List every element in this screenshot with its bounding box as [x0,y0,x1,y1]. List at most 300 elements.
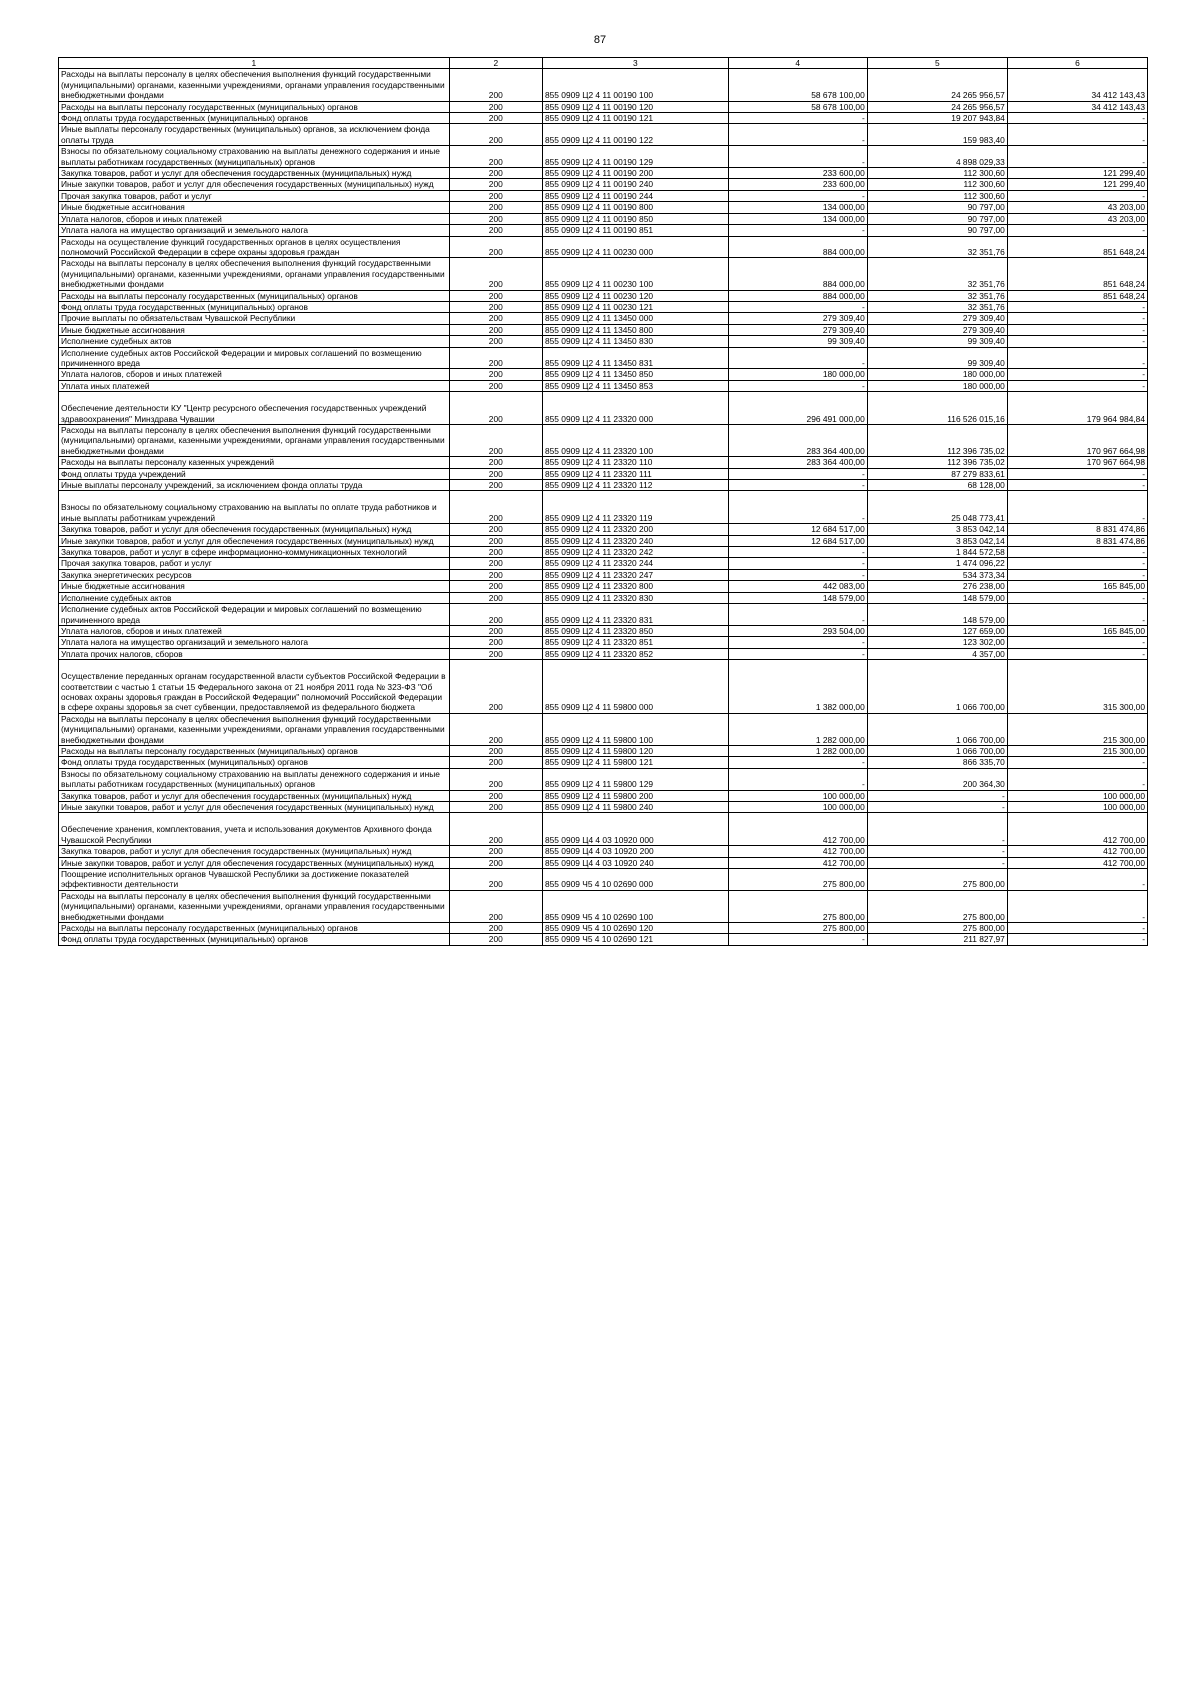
budget-classification-code: 855 0909 Ц2 4 11 59800 121 [542,757,728,768]
budget-execution-table [58,57,1148,946]
executed-amount: 112 396 735,02 [867,425,1007,457]
budget-classification-code: 855 0909 Ц2 4 11 23320 851 [542,637,728,648]
line-code: 200 [449,380,542,391]
table-row [59,301,1148,312]
executed-amount: 24 265 956,57 [867,101,1007,112]
row-name: Уплата прочих налогов, сборов [59,648,450,659]
table-row [59,491,1148,524]
executed-amount: 279 309,40 [867,313,1007,324]
executed-amount: 116 526 015,16 [867,392,1007,425]
executed-amount: 87 279 833,61 [867,468,1007,479]
unexecuted-amount: 121 299,40 [1007,168,1147,179]
executed-amount: - [867,813,1007,846]
unexecuted-amount: 100 000,00 [1007,802,1147,813]
unexecuted-amount: 179 964 984,84 [1007,392,1147,425]
unexecuted-amount: - [1007,380,1147,391]
unexecuted-amount: 34 412 143,43 [1007,101,1147,112]
unexecuted-amount: - [1007,592,1147,603]
approved-amount: 412 700,00 [728,813,867,846]
approved-amount: - [728,468,867,479]
line-code: 200 [449,369,542,380]
unexecuted-amount: - [1007,558,1147,569]
budget-classification-code: 855 0909 Ц4 4 03 10920 240 [542,857,728,868]
line-code: 200 [449,813,542,846]
budget-classification-code: 855 0909 Ц4 4 03 10920 000 [542,813,728,846]
unexecuted-amount: - [1007,648,1147,659]
approved-amount: - [728,768,867,790]
table-row [59,146,1148,168]
unexecuted-amount: - [1007,146,1147,168]
approved-amount: 58 678 100,00 [728,69,867,101]
line-code: 200 [449,869,542,891]
table-row [59,236,1148,258]
executed-amount: 24 265 956,57 [867,69,1007,101]
approved-amount: 442 083,00 [728,581,867,592]
executed-amount: 19 207 943,84 [867,113,1007,124]
unexecuted-amount: 100 000,00 [1007,790,1147,801]
table-row [59,923,1148,934]
line-code: 200 [449,290,542,301]
executed-amount: 180 000,00 [867,369,1007,380]
row-name: Исполнение судебных актов Российской Федерации и мировых соглашений по возмещению причиненного вреда [59,604,450,626]
budget-classification-code: 855 0909 Ц2 4 11 23320 200 [542,524,728,535]
approved-amount: 283 364 400,00 [728,457,867,468]
line-code: 200 [449,757,542,768]
row-name: Прочие выплаты по обязательствам Чувашской Республики [59,313,450,324]
executed-amount: 90 797,00 [867,202,1007,213]
executed-amount: 3 853 042,14 [867,524,1007,535]
table-row [59,113,1148,124]
unexecuted-amount: 315 300,00 [1007,660,1147,714]
approved-amount: - [728,190,867,201]
line-code: 200 [449,347,542,369]
executed-amount: 180 000,00 [867,380,1007,391]
table-row [59,124,1148,146]
unexecuted-amount: 34 412 143,43 [1007,69,1147,101]
line-code: 200 [449,480,542,491]
row-name: Иные бюджетные ассигнования [59,581,450,592]
row-name: Фонд оплаты труда учреждений [59,468,450,479]
row-name: Расходы на выплаты персоналу государственных (муниципальных) органов [59,745,450,756]
row-name: Закупка товаров, работ и услуг для обеспечения государственных (муниципальных) нужд [59,846,450,857]
row-name: Закупка энергетических ресурсов [59,569,450,580]
budget-classification-code: 855 0909 Ц2 4 11 23320 110 [542,457,728,468]
budget-classification-code: 855 0909 Ц2 4 11 23320 800 [542,581,728,592]
row-name: Иные выплаты персоналу государственных (муниципальных) органов, за исключением фонда оплаты труда [59,124,450,146]
line-code: 200 [449,313,542,324]
row-name: Уплата налога на имущество организаций и земельного налога [59,637,450,648]
table-row [59,637,1148,648]
unexecuted-amount: 215 300,00 [1007,745,1147,756]
approved-amount: 134 000,00 [728,213,867,224]
budget-classification-code: 855 0909 Ц2 4 11 00190 120 [542,101,728,112]
line-code: 200 [449,101,542,112]
table-row [59,179,1148,190]
table-row [59,524,1148,535]
line-code: 200 [449,660,542,714]
table-row [59,713,1148,745]
approved-amount: - [728,569,867,580]
approved-amount: 275 800,00 [728,923,867,934]
table-row [59,69,1148,101]
line-code: 200 [449,258,542,290]
line-code: 200 [449,637,542,648]
unexecuted-amount: - [1007,757,1147,768]
approved-amount: 12 684 517,00 [728,524,867,535]
table-row [59,535,1148,546]
unexecuted-amount: 121 299,40 [1007,179,1147,190]
unexecuted-amount: - [1007,468,1147,479]
row-name: Иные закупки товаров, работ и услуг для обеспечения государственных (муниципальных) нужд [59,857,450,868]
approved-amount: 1 382 000,00 [728,660,867,714]
unexecuted-amount: 851 648,24 [1007,236,1147,258]
line-code: 200 [449,392,542,425]
line-code: 200 [449,202,542,213]
approved-amount: 296 491 000,00 [728,392,867,425]
executed-amount: 275 800,00 [867,923,1007,934]
unexecuted-amount: - [1007,637,1147,648]
approved-amount: 58 678 100,00 [728,101,867,112]
line-code: 200 [449,468,542,479]
line-code: 200 [449,857,542,868]
budget-classification-code: 855 0909 Ц2 4 11 00190 240 [542,179,728,190]
unexecuted-amount: - [1007,301,1147,312]
row-name: Расходы на осуществление функций государственных органов в целях осуществления полномочий Российской Федерации в сфере охраны здоровья граждан [59,236,450,258]
executed-amount: 1 474 096,22 [867,558,1007,569]
line-code: 200 [449,923,542,934]
table-row [59,857,1148,868]
budget-classification-code: 855 0909 Ц2 4 11 59800 000 [542,660,728,714]
approved-amount: - [728,491,867,524]
line-code: 200 [449,425,542,457]
row-name: Взносы по обязательному социальному страхованию на выплаты денежного содержания и иные выплаты работникам государственных (муниципальных) органов [59,768,450,790]
executed-amount: 99 309,40 [867,336,1007,347]
budget-classification-code: 855 0909 Ц2 4 11 00230 121 [542,301,728,312]
approved-amount: - [728,113,867,124]
line-code: 200 [449,524,542,535]
budget-classification-code: 855 0909 Ц2 4 11 00230 000 [542,236,728,258]
executed-amount: 1 066 700,00 [867,660,1007,714]
budget-classification-code: 855 0909 Ч5 4 10 02690 121 [542,934,728,945]
unexecuted-amount: 412 700,00 [1007,813,1147,846]
executed-amount: - [867,802,1007,813]
column-number-row [59,58,1148,69]
row-name: Закупка товаров, работ и услуг в сфере информационно-коммуникационных технологий [59,547,450,558]
row-name: Прочая закупка товаров, работ и услуг [59,558,450,569]
executed-amount: 275 800,00 [867,869,1007,891]
table-row [59,768,1148,790]
row-name: Расходы на выплаты персоналу государственных (муниципальных) органов [59,290,450,301]
unexecuted-amount: - [1007,313,1147,324]
line-code: 200 [449,213,542,224]
table-row [59,202,1148,213]
line-code: 200 [449,225,542,236]
budget-classification-code: 855 0909 Ц2 4 11 23320 000 [542,392,728,425]
row-name: Расходы на выплаты персоналу в целях обеспечения выполнения функций государственными (муниципальными) органами, казенными учреждениями, органами управления государственными внебюджетными фондами [59,258,450,290]
line-code: 200 [449,535,542,546]
approved-amount: 275 800,00 [728,890,867,922]
unexecuted-amount: - [1007,369,1147,380]
approved-amount: 1 282 000,00 [728,745,867,756]
line-code: 200 [449,324,542,335]
row-name: Взносы по обязательному социальному страхованию на выплаты денежного содержания и иные выплаты работникам государственных (муниципальных) органов [59,146,450,168]
table-row [59,790,1148,801]
column-header-4: 4 [728,58,867,69]
unexecuted-amount: 412 700,00 [1007,846,1147,857]
approved-amount: 275 800,00 [728,869,867,891]
executed-amount: 4 898 029,33 [867,146,1007,168]
executed-amount: 159 983,40 [867,124,1007,146]
budget-classification-code: 855 0909 Ц2 4 11 00190 850 [542,213,728,224]
approved-amount: - [728,934,867,945]
approved-amount: 99 309,40 [728,336,867,347]
line-code: 200 [449,491,542,524]
executed-amount: 148 579,00 [867,592,1007,603]
row-name: Осуществление переданных органам государственной власти субъектов Российской Федерации в соответствии с частью 1 статьи 15 Федерального закона от 21 ноября 2011 года № 323-ФЗ "Об основах охраны здоровья граждан в Российской Федерации" полномочий Российской Федерации в сфере охраны здоровья за счет субвенции, предоставляемой из федерального бюджета [59,660,450,714]
budget-classification-code: 855 0909 Ц2 4 11 23320 242 [542,547,728,558]
table-row [59,581,1148,592]
executed-amount: 25 048 773,41 [867,491,1007,524]
line-code: 200 [449,713,542,745]
executed-amount: 866 335,70 [867,757,1007,768]
unexecuted-amount: - [1007,768,1147,790]
row-name: Иные выплаты персоналу учреждений, за исключением фонда оплаты труда [59,480,450,491]
budget-classification-code: 855 0909 Ц2 4 11 00190 851 [542,225,728,236]
row-name: Исполнение судебных актов Российской Федерации и мировых соглашений по возмещению причиненного вреда [59,347,450,369]
budget-classification-code: 855 0909 Ц2 4 11 23320 850 [542,625,728,636]
table-row [59,757,1148,768]
budget-classification-code: 855 0909 Ц2 4 11 13450 853 [542,380,728,391]
budget-classification-code: 855 0909 Ц2 4 11 13450 850 [542,369,728,380]
executed-amount: 3 853 042,14 [867,535,1007,546]
approved-amount: - [728,637,867,648]
row-name: Фонд оплаты труда государственных (муниципальных) органов [59,113,450,124]
table-row [59,660,1148,714]
approved-amount: - [728,604,867,626]
line-code: 200 [449,604,542,626]
table-body [59,69,1148,945]
table-row [59,324,1148,335]
row-name: Фонд оплаты труда государственных (муниципальных) органов [59,301,450,312]
line-code: 200 [449,592,542,603]
line-code: 200 [449,336,542,347]
executed-amount: 1 066 700,00 [867,745,1007,756]
executed-amount: 127 659,00 [867,625,1007,636]
executed-amount: - [867,857,1007,868]
unexecuted-amount: - [1007,890,1147,922]
executed-amount: 211 827,97 [867,934,1007,945]
line-code: 200 [449,301,542,312]
budget-classification-code: 855 0909 Ц2 4 11 00190 800 [542,202,728,213]
approved-amount: 279 309,40 [728,313,867,324]
budget-classification-code: 855 0909 Ц2 4 11 23320 100 [542,425,728,457]
budget-classification-code: 855 0909 Ц2 4 11 00190 244 [542,190,728,201]
table-row [59,480,1148,491]
budget-classification-code: 855 0909 Ц2 4 11 59800 100 [542,713,728,745]
budget-classification-code: 855 0909 Ц2 4 11 23320 247 [542,569,728,580]
table-row [59,625,1148,636]
executed-amount: 112 300,60 [867,168,1007,179]
row-name: Уплата налогов, сборов и иных платежей [59,625,450,636]
column-header-6: 6 [1007,58,1147,69]
line-code: 200 [449,146,542,168]
table-row [59,802,1148,813]
approved-amount: 233 600,00 [728,168,867,179]
table-row [59,347,1148,369]
row-name: Исполнение судебных актов [59,336,450,347]
executed-amount: 112 396 735,02 [867,457,1007,468]
row-name: Закупка товаров, работ и услуг для обеспечения государственных (муниципальных) нужд [59,524,450,535]
budget-classification-code: 855 0909 Ц2 4 11 13450 800 [542,324,728,335]
column-header-2: 2 [449,58,542,69]
budget-classification-code: 855 0909 Ц2 4 11 59800 200 [542,790,728,801]
unexecuted-amount: 165 845,00 [1007,625,1147,636]
table-row [59,745,1148,756]
approved-amount: 412 700,00 [728,846,867,857]
line-code: 200 [449,179,542,190]
table-row [59,648,1148,659]
table-row [59,425,1148,457]
line-code: 200 [449,457,542,468]
row-name: Исполнение судебных актов [59,592,450,603]
table-row [59,890,1148,922]
executed-amount: 148 579,00 [867,604,1007,626]
line-code: 200 [449,124,542,146]
row-name: Уплата налогов, сборов и иных платежей [59,369,450,380]
approved-amount: - [728,347,867,369]
approved-amount: - [728,558,867,569]
approved-amount: 884 000,00 [728,258,867,290]
line-code: 200 [449,745,542,756]
unexecuted-amount: - [1007,491,1147,524]
table-row [59,336,1148,347]
table-row [59,369,1148,380]
line-code: 200 [449,846,542,857]
approved-amount: 279 309,40 [728,324,867,335]
budget-classification-code: 855 0909 Ч5 4 10 02690 120 [542,923,728,934]
budget-classification-code: 855 0909 Ц2 4 11 23320 830 [542,592,728,603]
approved-amount: 134 000,00 [728,202,867,213]
table-row [59,225,1148,236]
unexecuted-amount: - [1007,934,1147,945]
approved-amount: 148 579,00 [728,592,867,603]
unexecuted-amount: 412 700,00 [1007,857,1147,868]
budget-classification-code: 855 0909 Ц2 4 11 59800 120 [542,745,728,756]
budget-classification-code: 855 0909 Ц2 4 11 13450 830 [542,336,728,347]
line-code: 200 [449,547,542,558]
row-name: Фонд оплаты труда государственных (муниципальных) органов [59,934,450,945]
unexecuted-amount: - [1007,113,1147,124]
row-name: Уплата налогов, сборов и иных платежей [59,213,450,224]
executed-amount: 90 797,00 [867,213,1007,224]
row-name: Обеспечение хранения, комплектования, учета и использования документов Архивного фонда Чувашской Республики [59,813,450,846]
line-code: 200 [449,558,542,569]
executed-amount: 279 309,40 [867,324,1007,335]
table-row [59,604,1148,626]
unexecuted-amount: 165 845,00 [1007,581,1147,592]
executed-amount: 534 373,34 [867,569,1007,580]
approved-amount: 100 000,00 [728,802,867,813]
budget-classification-code: 855 0909 Ц2 4 11 00230 100 [542,258,728,290]
budget-classification-code: 855 0909 Ц2 4 11 23320 240 [542,535,728,546]
budget-classification-code: 855 0909 Ц2 4 11 59800 129 [542,768,728,790]
executed-amount: - [867,846,1007,857]
approved-amount: - [728,146,867,168]
line-code: 200 [449,69,542,101]
table-row [59,846,1148,857]
budget-classification-code: 855 0909 Ц2 4 11 23320 112 [542,480,728,491]
budget-classification-code: 855 0909 Ц2 4 11 00230 120 [542,290,728,301]
row-name: Расходы на выплаты персоналу в целях обеспечения выполнения функций государственными (муниципальными) органами, казенными учреждениями, органами управления государственными внебюджетными фондами [59,890,450,922]
approved-amount: - [728,225,867,236]
budget-classification-code: 855 0909 Ч5 4 10 02690 000 [542,869,728,891]
approved-amount: - [728,124,867,146]
executed-amount: 275 800,00 [867,890,1007,922]
executed-amount: 32 351,76 [867,290,1007,301]
line-code: 200 [449,581,542,592]
unexecuted-amount: - [1007,923,1147,934]
line-code: 200 [449,890,542,922]
unexecuted-amount: 851 648,24 [1007,290,1147,301]
approved-amount: - [728,480,867,491]
unexecuted-amount: - [1007,569,1147,580]
row-name: Прочая закупка товаров, работ и услуг [59,190,450,201]
executed-amount: 68 128,00 [867,480,1007,491]
row-name: Закупка товаров, работ и услуг для обеспечения государственных (муниципальных) нужд [59,790,450,801]
executed-amount: 200 364,30 [867,768,1007,790]
line-code: 200 [449,236,542,258]
executed-amount: - [867,790,1007,801]
approved-amount: - [728,757,867,768]
budget-classification-code: 855 0909 Ц2 4 11 13450 831 [542,347,728,369]
budget-classification-code: 855 0909 Ц2 4 11 23320 244 [542,558,728,569]
line-code: 200 [449,648,542,659]
unexecuted-amount: - [1007,869,1147,891]
table-row [59,869,1148,891]
table-row [59,547,1148,558]
approved-amount: - [728,380,867,391]
table-row [59,569,1148,580]
table-row [59,457,1148,468]
budget-classification-code: 855 0909 Ц2 4 11 00190 200 [542,168,728,179]
row-name: Расходы на выплаты персоналу в целях обеспечения выполнения функций государственными (муниципальными) органами, казенными учреждениями, органами управления государственными внебюджетными фондами [59,425,450,457]
line-code: 200 [449,113,542,124]
line-code: 200 [449,625,542,636]
row-name: Расходы на выплаты персоналу в целях обеспечения выполнения функций государственными (муниципальными) органами, казенными учреждениями, органами управления государственными внебюджетными фондами [59,69,450,101]
row-name: Расходы на выплаты персоналу казенных учреждений [59,457,450,468]
row-name: Иные закупки товаров, работ и услуг для обеспечения государственных (муниципальных) нужд [59,535,450,546]
budget-classification-code: 855 0909 Ц4 4 03 10920 200 [542,846,728,857]
executed-amount: 1 844 572,58 [867,547,1007,558]
unexecuted-amount: 8 831 474,86 [1007,535,1147,546]
table-row [59,380,1148,391]
executed-amount: 4 357,00 [867,648,1007,659]
table-row [59,313,1148,324]
line-code: 200 [449,768,542,790]
row-name: Иные закупки товаров, работ и услуг для обеспечения государственных (муниципальных) нужд [59,802,450,813]
table-row [59,213,1148,224]
row-name: Уплата иных платежей [59,380,450,391]
unexecuted-amount: - [1007,480,1147,491]
approved-amount: 884 000,00 [728,290,867,301]
row-name: Расходы на выплаты персоналу государственных (муниципальных) органов [59,923,450,934]
approved-amount: 12 684 517,00 [728,535,867,546]
line-code: 200 [449,790,542,801]
budget-classification-code: 855 0909 Ц2 4 11 00190 122 [542,124,728,146]
column-header-1: 1 [59,58,450,69]
budget-classification-code: 855 0909 Ц2 4 11 59800 240 [542,802,728,813]
table-row [59,258,1148,290]
